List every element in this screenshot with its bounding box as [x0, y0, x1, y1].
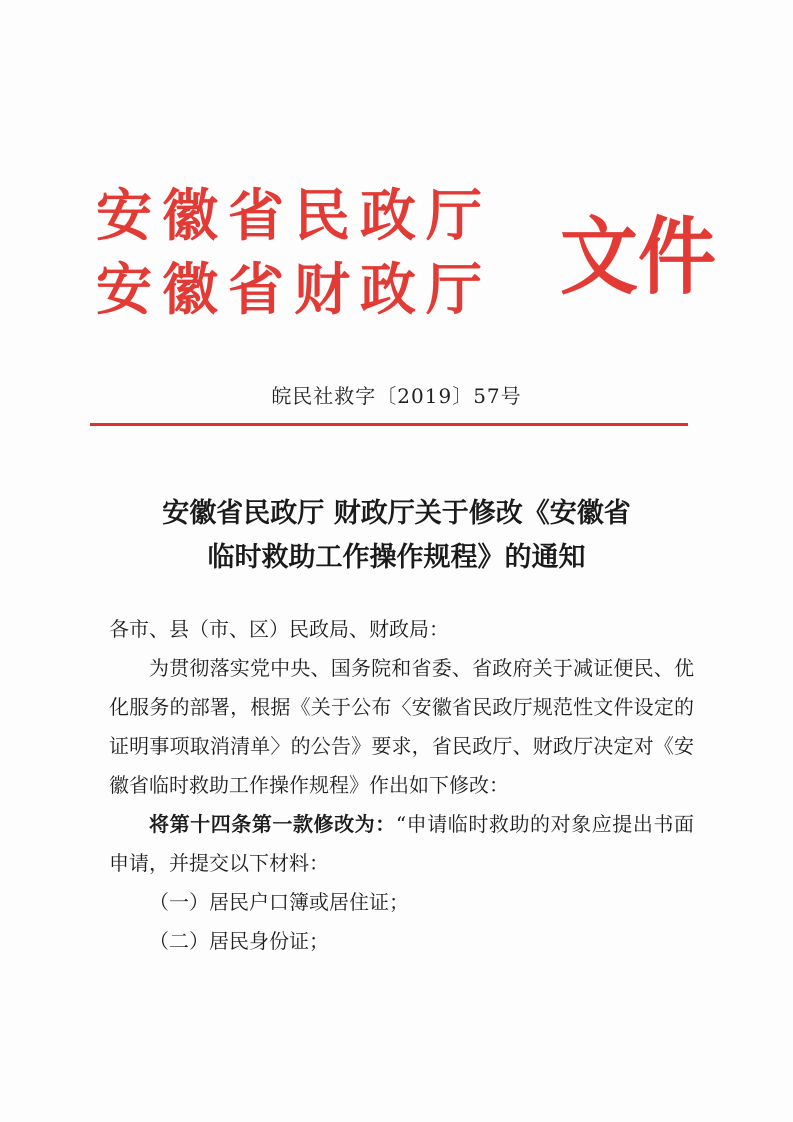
document-title — [0, 492, 793, 580]
issuer-civil-affairs: 安徽省民政厅 — [96, 183, 492, 249]
addressee: 各市、县（市、区）民政局、财政局： — [109, 617, 449, 641]
paragraph-amendment — [109, 805, 694, 883]
amendment-lead: 将第十四条第一款修改为： — [149, 812, 396, 836]
document-type-word: 文件 — [560, 209, 717, 307]
issuer-finance: 安徽省财政厅 — [96, 257, 492, 323]
document-number: 皖民社救字〔2019〕57号 — [271, 384, 522, 408]
list-item-2: （二）居民身份证； — [149, 929, 329, 953]
list-item-1: （一）居民户口簿或居住证； — [149, 890, 409, 914]
paragraph-intro: 为贯彻落实党中央、国务院和省委、省政府关于减证便民、优化服务的部署，根据《关于公布〈安徽省民政厅规范性文件设定的证明事项取消清单〉的公告》要求，省民政厅、财政厅决定对《安徽省临时救助工作操作规程》作出如下修改： — [109, 656, 694, 797]
amendment-text: “申请临时救助的对象应提出书面申请，并提交以下材料： — [109, 812, 695, 875]
title-line-2: 临时救助工作操作规程》的通知 — [207, 542, 586, 573]
title-line-1: 安徽省民政厅 财政厅关于修改《安徽省 — [162, 498, 631, 529]
red-divider-line — [90, 423, 688, 426]
issuer-block — [96, 184, 556, 322]
document-body — [109, 610, 694, 961]
